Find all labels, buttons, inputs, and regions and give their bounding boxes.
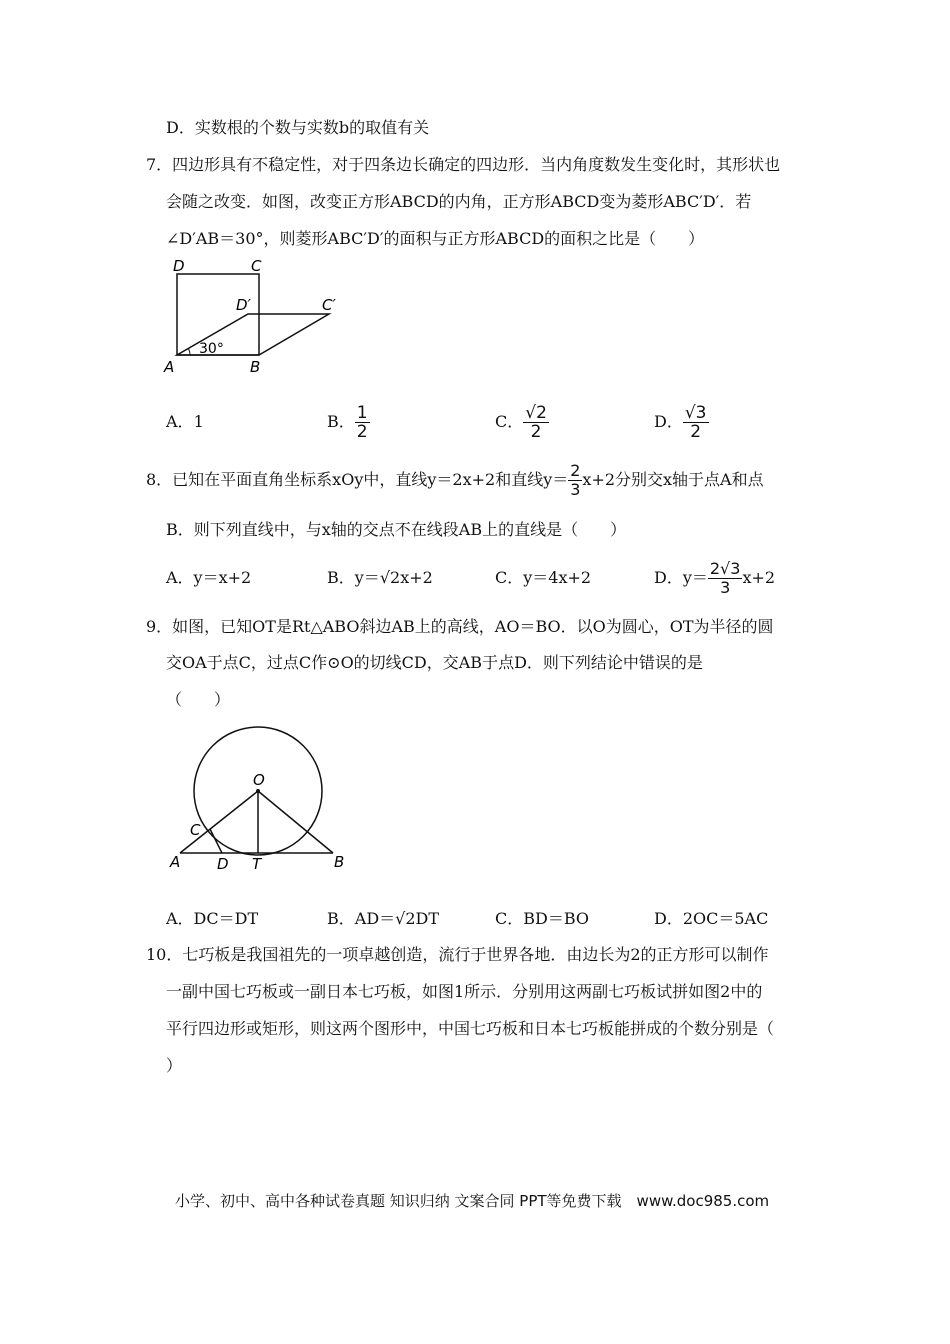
q9-option-a: A．DC＝DT: [166, 909, 259, 928]
q10-text-line1: 10．七巧板是我国祖先的一项卓越创造，流行于世界各地．由边长为2的正方形可以制作: [146, 945, 769, 964]
q8-option-d: D．y＝ $\frac{2√3}{3}$ x+2: [654, 559, 776, 597]
q8-option-a: A．y＝x+2: [166, 568, 252, 587]
q9-text-line2: 交OA于点C，过点C作⊙O的切线CD，交AB于点D．则下列结论中错误的是: [166, 653, 703, 672]
q7-option-d: D． $\frac{√3}{2}$: [654, 403, 707, 442]
q8-text-line2: B．则下列直线中，与x轴的交点不在线段AB上的直线是（ ）: [166, 520, 627, 539]
label-a: A: [170, 853, 181, 871]
label-b: B: [250, 358, 261, 375]
label-c: C: [251, 257, 262, 275]
label-d: D: [173, 257, 185, 275]
q7-option-c: C． $\frac{√2}{2}$: [495, 403, 547, 442]
q7-option-b: B． $\frac{1}{2}$: [327, 403, 368, 442]
q8-option-c: C．y＝4x+2: [495, 568, 592, 587]
label-d: D: [217, 855, 229, 873]
label-d-prime: D′: [236, 296, 251, 314]
q7-option-a: A．1: [166, 412, 204, 431]
q9-text-line1: 9．如图，已知OT是Rt△ABO斜边AB上的高线，AO＝BO．以O为圆心，OT为半径的圆: [146, 617, 774, 636]
q7-text-line3: ∠D′AB＝30°，则菱形ABC′D′的面积与正方形ABCD的面积之比是（ ）: [166, 229, 705, 248]
segment-cd: [210, 829, 222, 853]
point-o: [256, 789, 260, 793]
q8-text-line1: 8．已知在平面直角坐标系xOy中，直线y＝2x+2和直线y＝ $\frac{2}{3}$ x+2分别交x轴于点A和点: [146, 461, 764, 499]
label-a: A: [164, 358, 175, 375]
q9-option-c: C．BD＝BO: [495, 909, 590, 928]
label-angle-30: 30°: [199, 341, 224, 357]
q9-text-line3: （ ）: [166, 690, 231, 709]
q9-option-b: B．AD＝√2DT: [327, 909, 440, 928]
label-o: O: [253, 771, 265, 789]
q7-text-line1: 7．四边形具有不稳定性，对于四条边长确定的四边形．当内角度数发生变化时，其形状也: [146, 155, 781, 174]
label-c-prime: C′: [322, 296, 336, 314]
q9-option-d: D．2OC＝5AC: [654, 909, 769, 928]
page-footer: 小学、初中、高中各种试卷真题 知识归纳 文案合同 PPT等免费下载 www.doc985.com: [175, 1192, 770, 1210]
angle-arc: [188, 349, 190, 356]
q10-text-line3: 平行四边形或矩形，则这两个图形中，中国七巧板和日本七巧板能拼成的个数分别是（: [166, 1019, 775, 1038]
q7-figure: [160, 253, 360, 375]
label-c: C: [190, 821, 201, 839]
q7-text-line2: 会随之改变．如图，改变正方形ABCD的内角，正方形ABCD变为菱形ABC′D′．若: [166, 192, 752, 211]
label-t: T: [252, 855, 262, 873]
q8-option-b: B．y＝√2x+2: [327, 568, 433, 587]
q9-figure: [165, 715, 355, 875]
q6-option-d: D．实数根的个数与实数b的取值有关: [166, 118, 430, 137]
label-b: B: [334, 853, 345, 871]
q10-text-line2: 一副中国七巧板或一副日本七巧板，如图1所示．分别用这两副七巧板试拼如图2中的: [166, 982, 763, 1001]
q10-text-line4: ）: [166, 1056, 183, 1075]
